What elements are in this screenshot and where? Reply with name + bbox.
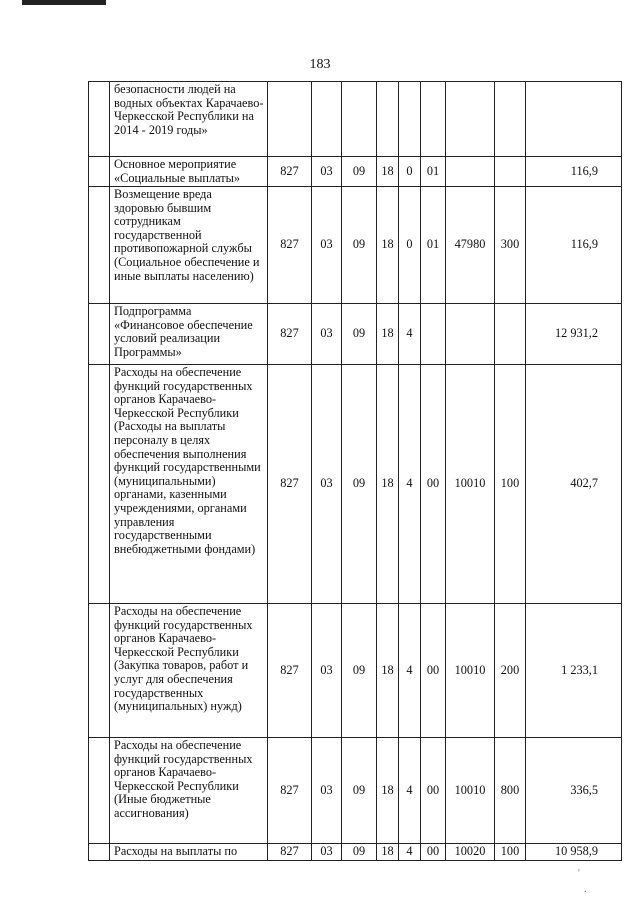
expense-type-cell: 100	[495, 844, 526, 861]
budget-table-body	[89, 82, 622, 861]
amount-cell: 402,7	[526, 365, 622, 604]
subsection-cell: 09	[342, 304, 377, 365]
direction-cell	[446, 304, 495, 365]
admin-cell: 827	[268, 304, 312, 365]
subprogram-cell: 0	[399, 187, 421, 304]
admin-cell	[268, 82, 312, 157]
item-name-cell: безопасности людей на водных объектах Карачаево-Черкесской Республики на 2014 - 2019 годы»	[110, 82, 268, 157]
blank-cell	[89, 844, 110, 861]
item-name-cell: Расходы на обеспечение функций государственных органов Карачаево-Черкесской Республики (Расходы на выплаты персоналу в целях обеспечения выполнения функций государственными (муниципальными) органами, казенными учреждениями, органами управления государственными внебюджетными фондами)	[110, 365, 268, 604]
page-number: 183	[309, 57, 331, 72]
section-cell: 03	[312, 304, 342, 365]
table-row	[89, 365, 622, 604]
blank-cell	[89, 304, 110, 365]
admin-cell: 827	[268, 604, 312, 738]
table-row	[89, 738, 622, 844]
table-row	[89, 304, 622, 365]
admin-cell: 827	[268, 844, 312, 861]
subprogram-cell: 0	[399, 157, 421, 187]
program-cell	[377, 82, 399, 157]
event-cell: 01	[421, 187, 446, 304]
expense-type-cell: 100	[495, 365, 526, 604]
subprogram-cell: 4	[399, 304, 421, 365]
blank-cell	[89, 365, 110, 604]
direction-cell	[446, 157, 495, 187]
program-cell: 18	[377, 304, 399, 365]
amount-cell	[526, 82, 622, 157]
scan-edge-mark	[22, 0, 106, 5]
expense-type-cell	[495, 157, 526, 187]
expense-type-cell: 200	[495, 604, 526, 738]
section-cell: 03	[312, 738, 342, 844]
section-cell: 03	[312, 604, 342, 738]
subsection-cell: 09	[342, 365, 377, 604]
blank-cell	[89, 82, 110, 157]
item-name-cell: Расходы на выплаты по	[110, 844, 268, 861]
direction-cell	[446, 82, 495, 157]
subprogram-cell: 4	[399, 365, 421, 604]
event-cell: 01	[421, 157, 446, 187]
expense-type-cell: 800	[495, 738, 526, 844]
admin-cell: 827	[268, 365, 312, 604]
program-cell: 18	[377, 738, 399, 844]
table-row	[89, 157, 622, 187]
subsection-cell	[342, 82, 377, 157]
program-cell: 18	[377, 365, 399, 604]
event-cell: 00	[421, 365, 446, 604]
expense-type-cell: 300	[495, 187, 526, 304]
subprogram-cell	[399, 82, 421, 157]
amount-cell: 1 233,1	[526, 604, 622, 738]
section-cell: 03	[312, 187, 342, 304]
direction-cell: 10010	[446, 604, 495, 738]
direction-cell: 10010	[446, 365, 495, 604]
subprogram-cell: 4	[399, 844, 421, 861]
event-cell: 00	[421, 844, 446, 861]
admin-cell: 827	[268, 157, 312, 187]
item-name-cell: Основное мероприятие «Социальные выплаты»	[110, 157, 268, 187]
amount-cell: 12 931,2	[526, 304, 622, 365]
blank-cell	[89, 157, 110, 187]
event-cell	[421, 304, 446, 365]
expense-type-cell	[495, 82, 526, 157]
section-cell: 03	[312, 365, 342, 604]
blank-cell	[89, 604, 110, 738]
blank-cell	[89, 738, 110, 844]
section-cell: 03	[312, 157, 342, 187]
amount-cell: 336,5	[526, 738, 622, 844]
program-cell: 18	[377, 157, 399, 187]
item-name-cell: Расходы на обеспечение функций государственных органов Карачаево-Черкесской Республики (Иные бюджетные ассигнования)	[110, 738, 268, 844]
program-cell: 18	[377, 844, 399, 861]
item-name-cell: Возмещение вреда здоровью бывшим сотрудникам государственной противопожарной службы (Социальное обеспечение и иные выплаты населению)	[110, 187, 268, 304]
subsection-cell: 09	[342, 187, 377, 304]
item-name-cell: Подпрограмма «Финансовое обеспечение условий реализации Программы»	[110, 304, 268, 365]
direction-cell: 10020	[446, 844, 495, 861]
event-cell	[421, 82, 446, 157]
subsection-cell: 09	[342, 738, 377, 844]
scan-speck: '	[578, 868, 580, 879]
program-cell: 18	[377, 187, 399, 304]
event-cell: 00	[421, 604, 446, 738]
amount-cell: 116,9	[526, 157, 622, 187]
item-name-cell: Расходы на обеспечение функций государственных органов Карачаево-Черкесской Республики (Закупка товаров, работ и услуг для обеспечения государственных (муниципальных) нужд)	[110, 604, 268, 738]
section-cell	[312, 82, 342, 157]
direction-cell: 10010	[446, 738, 495, 844]
table-row	[89, 82, 622, 157]
subsection-cell: 09	[342, 157, 377, 187]
table-row	[89, 844, 622, 861]
subsection-cell: 09	[342, 604, 377, 738]
subprogram-cell: 4	[399, 604, 421, 738]
subsection-cell: 09	[342, 844, 377, 861]
expense-type-cell	[495, 304, 526, 365]
scan-speck: .	[584, 884, 587, 895]
direction-cell: 47980	[446, 187, 495, 304]
table-row	[89, 187, 622, 304]
admin-cell: 827	[268, 738, 312, 844]
admin-cell: 827	[268, 187, 312, 304]
blank-cell	[89, 187, 110, 304]
amount-cell: 10 958,9	[526, 844, 622, 861]
budget-table	[88, 81, 622, 861]
event-cell: 00	[421, 738, 446, 844]
amount-cell: 116,9	[526, 187, 622, 304]
program-cell: 18	[377, 604, 399, 738]
table-row	[89, 604, 622, 738]
section-cell: 03	[312, 844, 342, 861]
subprogram-cell: 4	[399, 738, 421, 844]
